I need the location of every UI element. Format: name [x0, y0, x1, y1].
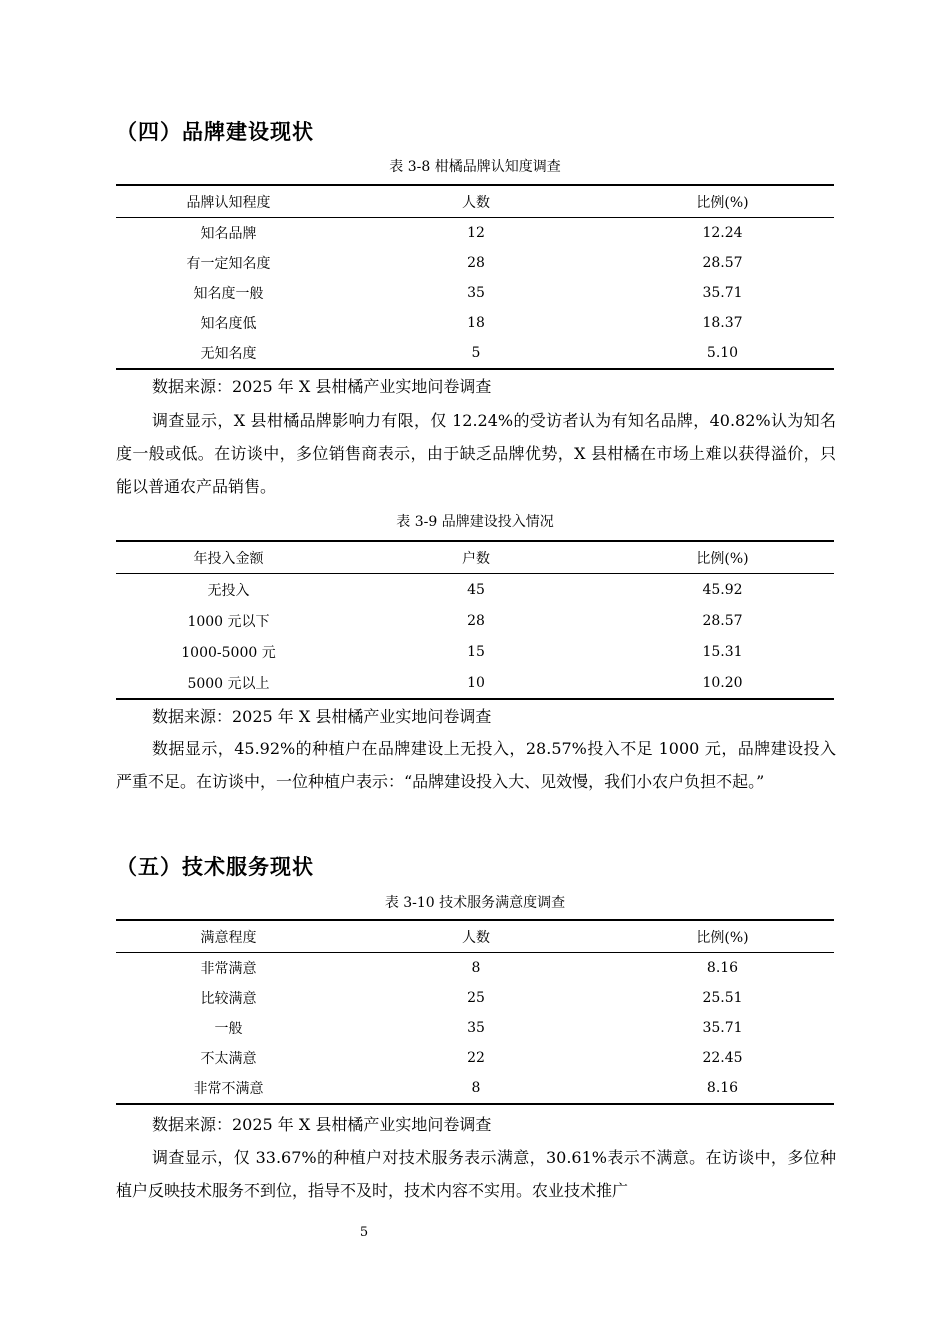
table-row	[116, 248, 834, 278]
column-header: 比例(%)	[611, 920, 834, 953]
data-source-note: 数据来源：2025 年 X 县柑橘产业实地问卷调查	[152, 707, 492, 726]
table-caption-brand-awareness: 表 3-8 柑橘品牌认知度调查	[389, 159, 561, 175]
table-cell: 22	[467, 1050, 485, 1066]
table-header-row	[116, 541, 834, 574]
table-cell: 有一定知名度	[186, 256, 271, 272]
column-header: 户数	[341, 541, 611, 574]
table-row	[116, 636, 834, 667]
column-header: 比例(%)	[611, 185, 834, 218]
table-cell: 知名品牌	[200, 226, 257, 242]
table-cell: 无投入	[207, 582, 250, 599]
table-row	[116, 338, 834, 369]
table-cell: 10	[467, 674, 485, 691]
table-cell: 1000-5000 元	[181, 644, 276, 661]
column-header: 品牌认知程度	[116, 185, 341, 218]
table-cell: 5.10	[706, 345, 739, 361]
table-cell: 18	[467, 315, 485, 331]
table-cell: 8.16	[706, 1080, 739, 1096]
table-cell: 1000 元以下	[187, 613, 270, 630]
page-number: 5	[359, 1225, 369, 1240]
section-heading-tech-service: （五）技术服务现状	[116, 855, 314, 879]
table-cell: 比较满意	[200, 991, 257, 1007]
table-row	[116, 574, 834, 606]
table-cell: 28.57	[702, 612, 743, 629]
table-cell: 35.71	[702, 1020, 743, 1036]
table-cell: 22.45	[702, 1050, 743, 1066]
table-brand-awareness	[116, 184, 834, 370]
table-row	[116, 218, 834, 249]
table-cell: 25.51	[702, 990, 743, 1006]
table-cell: 5	[471, 345, 481, 361]
table-row	[116, 983, 834, 1013]
table-cell: 不太满意	[200, 1051, 257, 1067]
data-source-note: 数据来源：2025 年 X 县柑橘产业实地问卷调查	[152, 377, 492, 396]
table-row	[116, 278, 834, 308]
table-cell: 35.71	[702, 285, 743, 301]
table-cell: 28	[467, 255, 485, 271]
column-header: 比例(%)	[611, 541, 834, 574]
table-cell: 无知名度	[200, 346, 257, 362]
table-header-row	[116, 920, 834, 953]
body-paragraph: 调查显示，仅 33.67%的种植户对技术服务表示满意，30.61%表示不满意。在访谈中，多位种植户反映技术服务不到位，指导不及时，技术内容不实用。农业技术推广	[116, 1148, 836, 1200]
table-cell: 8	[471, 960, 481, 976]
table-cell: 12.24	[702, 225, 743, 241]
table-cell: 12	[467, 225, 485, 241]
table-row	[116, 308, 834, 338]
table-cell: 非常满意	[200, 961, 257, 977]
column-header: 年投入金额	[116, 541, 341, 574]
table-cell: 25	[467, 990, 485, 1006]
table-brand-investment	[116, 540, 834, 700]
table-cell: 15	[467, 643, 485, 660]
table-row	[116, 1013, 834, 1043]
table-row	[116, 1073, 834, 1104]
table-caption-brand-investment: 表 3-9 品牌建设投入情况	[396, 514, 554, 530]
table-cell: 35	[467, 285, 485, 301]
table-cell: 45.92	[702, 581, 743, 598]
section-heading-brand: （四）品牌建设现状	[116, 120, 314, 144]
table-cell: 28.57	[702, 255, 743, 271]
table-row	[116, 605, 834, 636]
body-paragraph: 数据显示，45.92%的种植户在品牌建设上无投入，28.57%投入不足 1000 元，品牌建设投入严重不足。在访谈中，一位种植户表示：“品牌建设投入大、见效慢，我们小农户负担不起。”	[116, 739, 836, 791]
data-source-note: 数据来源：2025 年 X 县柑橘产业实地问卷调查	[152, 1115, 492, 1134]
table-cell: 一般	[214, 1021, 243, 1037]
column-header: 满意程度	[116, 920, 341, 953]
table-cell: 35	[467, 1020, 485, 1036]
table-row	[116, 953, 834, 984]
table-cell: 28	[467, 612, 485, 629]
table-cell: 8.16	[706, 960, 739, 976]
table-header-row	[116, 185, 834, 218]
table-row	[116, 1043, 834, 1073]
table-cell: 15.31	[702, 643, 743, 660]
column-header: 人数	[341, 920, 611, 953]
table-cell: 5000 元以上	[187, 675, 270, 692]
table-cell: 知名度一般	[193, 286, 264, 302]
table-cell: 非常不满意	[193, 1081, 264, 1097]
body-paragraph: 调查显示，X 县柑橘品牌影响力有限，仅 12.24%的受访者认为有知名品牌，40.82%认为知名度一般或低。在访谈中，多位销售商表示，由于缺乏品牌优势，X 县柑橘在市场上难以获得溢价，只能以普通农产品销售。	[116, 411, 836, 496]
table-cell: 知名度低	[200, 316, 257, 332]
column-header: 人数	[341, 185, 611, 218]
table-cell: 18.37	[702, 315, 743, 331]
table-cell: 45	[467, 581, 485, 598]
table-cell: 8	[471, 1080, 481, 1096]
table-cell: 10.20	[702, 674, 743, 691]
table-row	[116, 667, 834, 699]
table-tech-satisfaction	[116, 919, 834, 1105]
table-caption-tech-satisfaction: 表 3-10 技术服务满意度调查	[384, 895, 566, 911]
